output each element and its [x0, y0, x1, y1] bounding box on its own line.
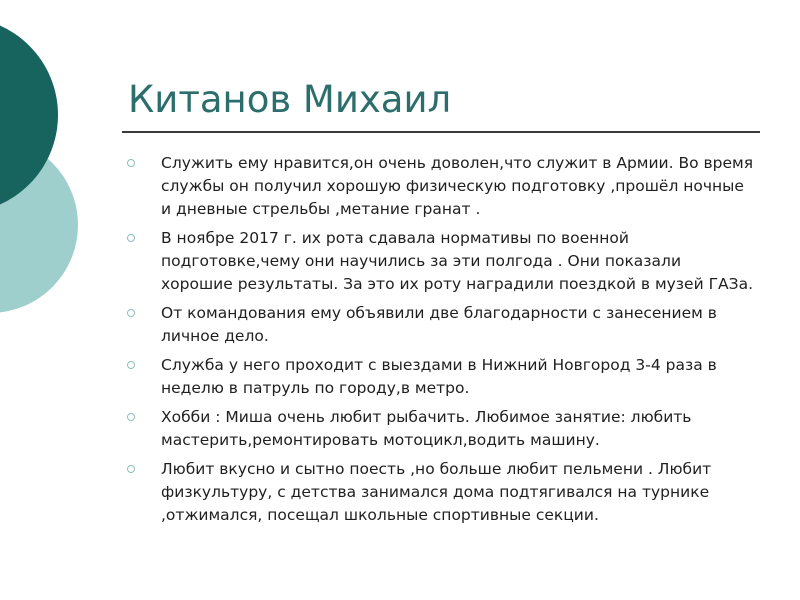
- hollow-circle-bullet-icon: [127, 465, 135, 473]
- hollow-circle-bullet-icon: [127, 159, 135, 167]
- hollow-circle-bullet-icon: [127, 361, 135, 369]
- bullet-text: Служить ему нравится,он очень доволен,что служит в Армии. Во время службы он получил хорошую физическую подготовку ,прошёл ночные и дневные стрельбы ,метание гранат .: [161, 154, 754, 218]
- hollow-circle-bullet-icon: [127, 413, 135, 421]
- hollow-circle-bullet-icon: [127, 234, 135, 242]
- title-divider: [122, 131, 760, 133]
- bullet-item: [124, 227, 754, 296]
- hollow-circle-bullet-icon: [127, 309, 135, 317]
- decorative-circles: [0, 0, 120, 330]
- bullet-item: [124, 354, 754, 400]
- bullet-item: [124, 458, 754, 527]
- bullet-text: Служба у него проходит с выездами в Нижний Новгород 3-4 раза в неделю в патруль по городу,в метро.: [161, 356, 717, 397]
- bullet-item: [124, 302, 754, 348]
- bullet-text: Хобби : Миша очень любит рыбачить. Любимое занятие: любить мастерить,ремонтировать мотоцикл,водить машину.: [161, 408, 692, 449]
- bullet-list: [124, 152, 754, 533]
- slide-title: Китанов Михаил: [128, 78, 452, 121]
- bullet-text: В ноябре 2017 г. их рота сдавала нормативы по военной подготовке,чему они научились за эти полгода . Они показали хорошие результаты. За это их роту наградили поездкой в музей ГАЗа.: [161, 229, 754, 293]
- bullet-item: [124, 152, 754, 221]
- bullet-item: [124, 406, 754, 452]
- bullet-text: Любит вкусно и сытно поесть ,но больше любит пельмени . Любит физкультуру, с детства занимался дома подтягивался на турнике ,отжимался, посещал школьные спортивные секции.: [161, 460, 712, 524]
- bullet-text: От командования ему объявили две благодарности с занесением в личное дело.: [161, 304, 717, 345]
